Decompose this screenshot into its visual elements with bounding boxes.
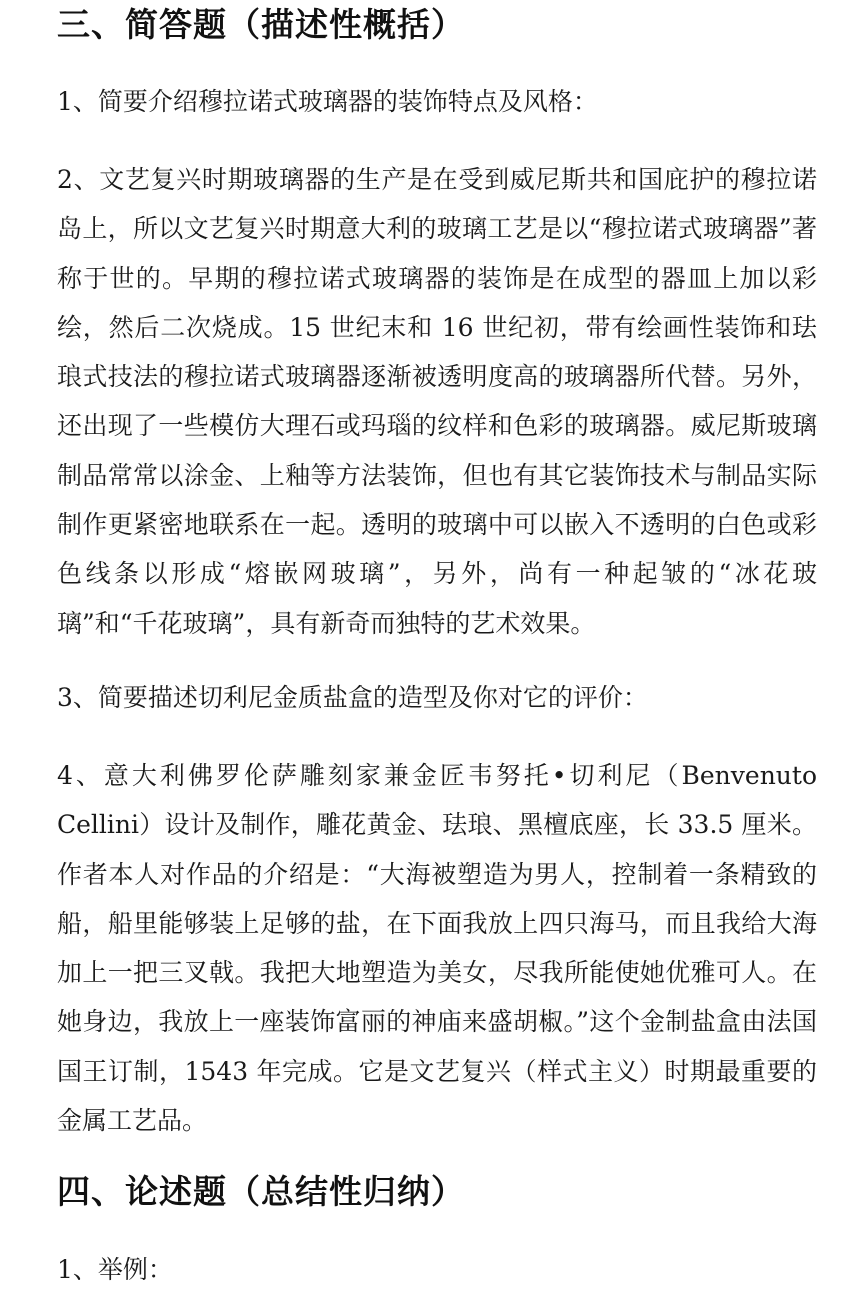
section-3-heading: 三、简答题（描述性概括） <box>57 5 465 44</box>
section-4-question-1: 1、举例： <box>57 1255 173 1284</box>
question-1: 1、简要介绍穆拉诺式玻璃器的装饰特点及风格： <box>57 87 598 116</box>
question-3: 3、简要描述切利尼金质盐盒的造型及你对它的评价： <box>57 683 648 712</box>
answer-4-paragraph: 4、意大利佛罗伦萨雕刻家兼金匠韦努托•切利尼（Benvenuto Cellini）设计及制作，雕花黄金、珐琅、黑檀底座，长 33.5 厘米。作者本人对作品的介绍是：“大海被塑造为男人，控制着一条精致的船，船里能够装上足够的盐，在下面我放上四只海马，而且我给大海加上一把三叉戟。我把大地塑造为美女，尽我所能使她优雅可人。在她身边，我放上一座装饰富丽的神庙来盛胡椒。”这个金制盐盒由法国国王订制，1543 年完成。它是文艺复兴（样式主义）时期最重要的金属工艺品。 <box>57 761 817 1136</box>
section-4-heading: 四、论述题（总结性归纳） <box>57 1172 465 1211</box>
answer-2-paragraph: 2、文艺复兴时期玻璃器的生产是在受到威尼斯共和国庇护的穆拉诺岛上，所以文艺复兴时期意大利的玻璃工艺是以“穆拉诺式玻璃器”著称于世的。早期的穆拉诺式玻璃器的装饰是在成型的器皿上加以彩绘，然后二次烧成。15 世纪末和 16 世纪初，带有绘画性装饰和珐琅式技法的穆拉诺式玻璃器逐渐被透明度高的玻璃器所代替。另外，还出现了一些模仿大理石或玛瑙的纹样和色彩的玻璃器。威尼斯玻璃制品常常以涂金、上釉等方法装饰，但也有其它装饰技术与制品实际制作更紧密地联系在一起。透明的玻璃中可以嵌入不透明的白色或彩色线条以形成“熔嵌网玻璃”，另外，尚有一种起皱的“冰花玻璃”和“千花玻璃”，具有新奇而独特的艺术效果。 <box>57 165 817 638</box>
